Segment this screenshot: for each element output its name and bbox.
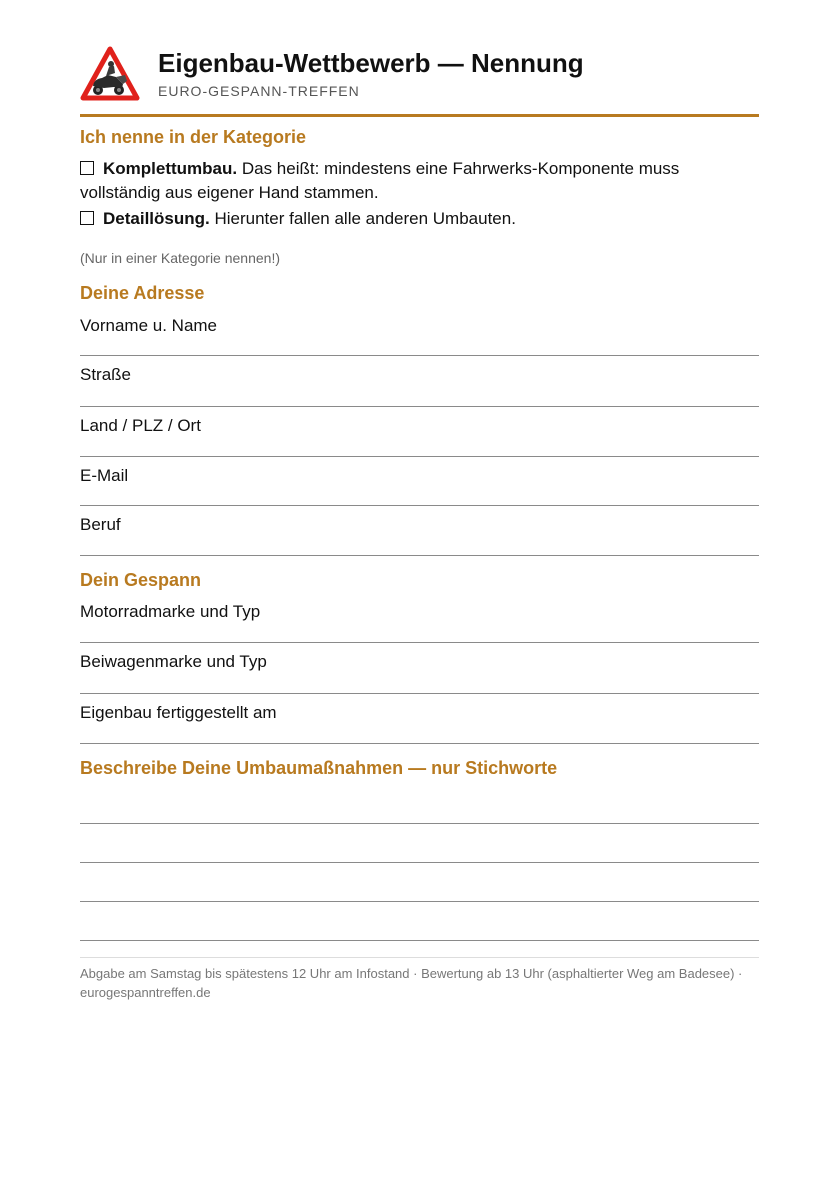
address-heading: Deine Adresse bbox=[80, 283, 205, 303]
page-subtitle: EURO-GESPANN-TREFFEN bbox=[158, 83, 360, 99]
form-header bbox=[80, 44, 759, 117]
modifications-line[interactable] bbox=[80, 940, 759, 941]
field-label: Eigenbau fertiggestellt am bbox=[80, 703, 277, 722]
page-title: Eigenbau-Wettbewerb — Nennung bbox=[158, 48, 584, 78]
modifications-line[interactable] bbox=[80, 862, 759, 863]
komplettumbau-checkbox[interactable] bbox=[80, 161, 94, 175]
footer-divider bbox=[80, 957, 759, 958]
motorcycle-field[interactable] bbox=[80, 602, 759, 643]
name-field[interactable] bbox=[80, 316, 759, 356]
option-description: Hierunter fallen alle anderen Umbauten. bbox=[214, 209, 516, 228]
footer-note: Abgabe am Samstag bis spätestens 12 Uhr am Infostand · Bewertung ab 13 Uhr (asphaltierter Weg am Badesee) · eurogespanntreffen.de bbox=[80, 966, 743, 1000]
email-field[interactable] bbox=[80, 466, 759, 506]
country-zip-city-field[interactable] bbox=[80, 416, 759, 457]
category-heading: Ich nenne in der Kategorie bbox=[80, 127, 307, 147]
rig-heading: Dein Gespann bbox=[80, 570, 202, 590]
field-label: Motorradmarke und Typ bbox=[80, 602, 261, 621]
completion-date-field[interactable] bbox=[80, 703, 759, 744]
field-label: Land / PLZ / Ort bbox=[80, 416, 201, 435]
modifications-line[interactable] bbox=[80, 901, 759, 902]
category-option-komplettumbau[interactable] bbox=[80, 157, 759, 205]
option-label: Detaillösung. bbox=[103, 209, 210, 228]
field-label: Straße bbox=[80, 365, 132, 384]
field-label: Beruf bbox=[80, 515, 121, 534]
occupation-field[interactable] bbox=[80, 515, 759, 556]
category-note: (Nur in einer Kategorie nennen!) bbox=[80, 250, 281, 266]
modifications-heading: Beschreibe Deine Umbaumaßnahmen — nur Stichworte bbox=[80, 758, 558, 778]
modifications-line[interactable] bbox=[80, 823, 759, 824]
option-description: Das heißt: mindestens eine Fahrwerks-Komponente muss vollständig aus eigener Hand stammen. bbox=[80, 159, 680, 202]
option-label: Komplettumbau. bbox=[103, 159, 238, 178]
category-option-detailloesung[interactable] bbox=[80, 207, 759, 231]
field-label: E-Mail bbox=[80, 466, 129, 485]
warning-triangle-sidecar-icon bbox=[80, 46, 140, 102]
street-field[interactable] bbox=[80, 365, 759, 407]
detailloesung-checkbox[interactable] bbox=[80, 211, 94, 225]
field-label: Beiwagenmarke und Typ bbox=[80, 652, 267, 671]
field-label: Vorname u. Name bbox=[80, 316, 218, 335]
sidecar-field[interactable] bbox=[80, 652, 759, 694]
